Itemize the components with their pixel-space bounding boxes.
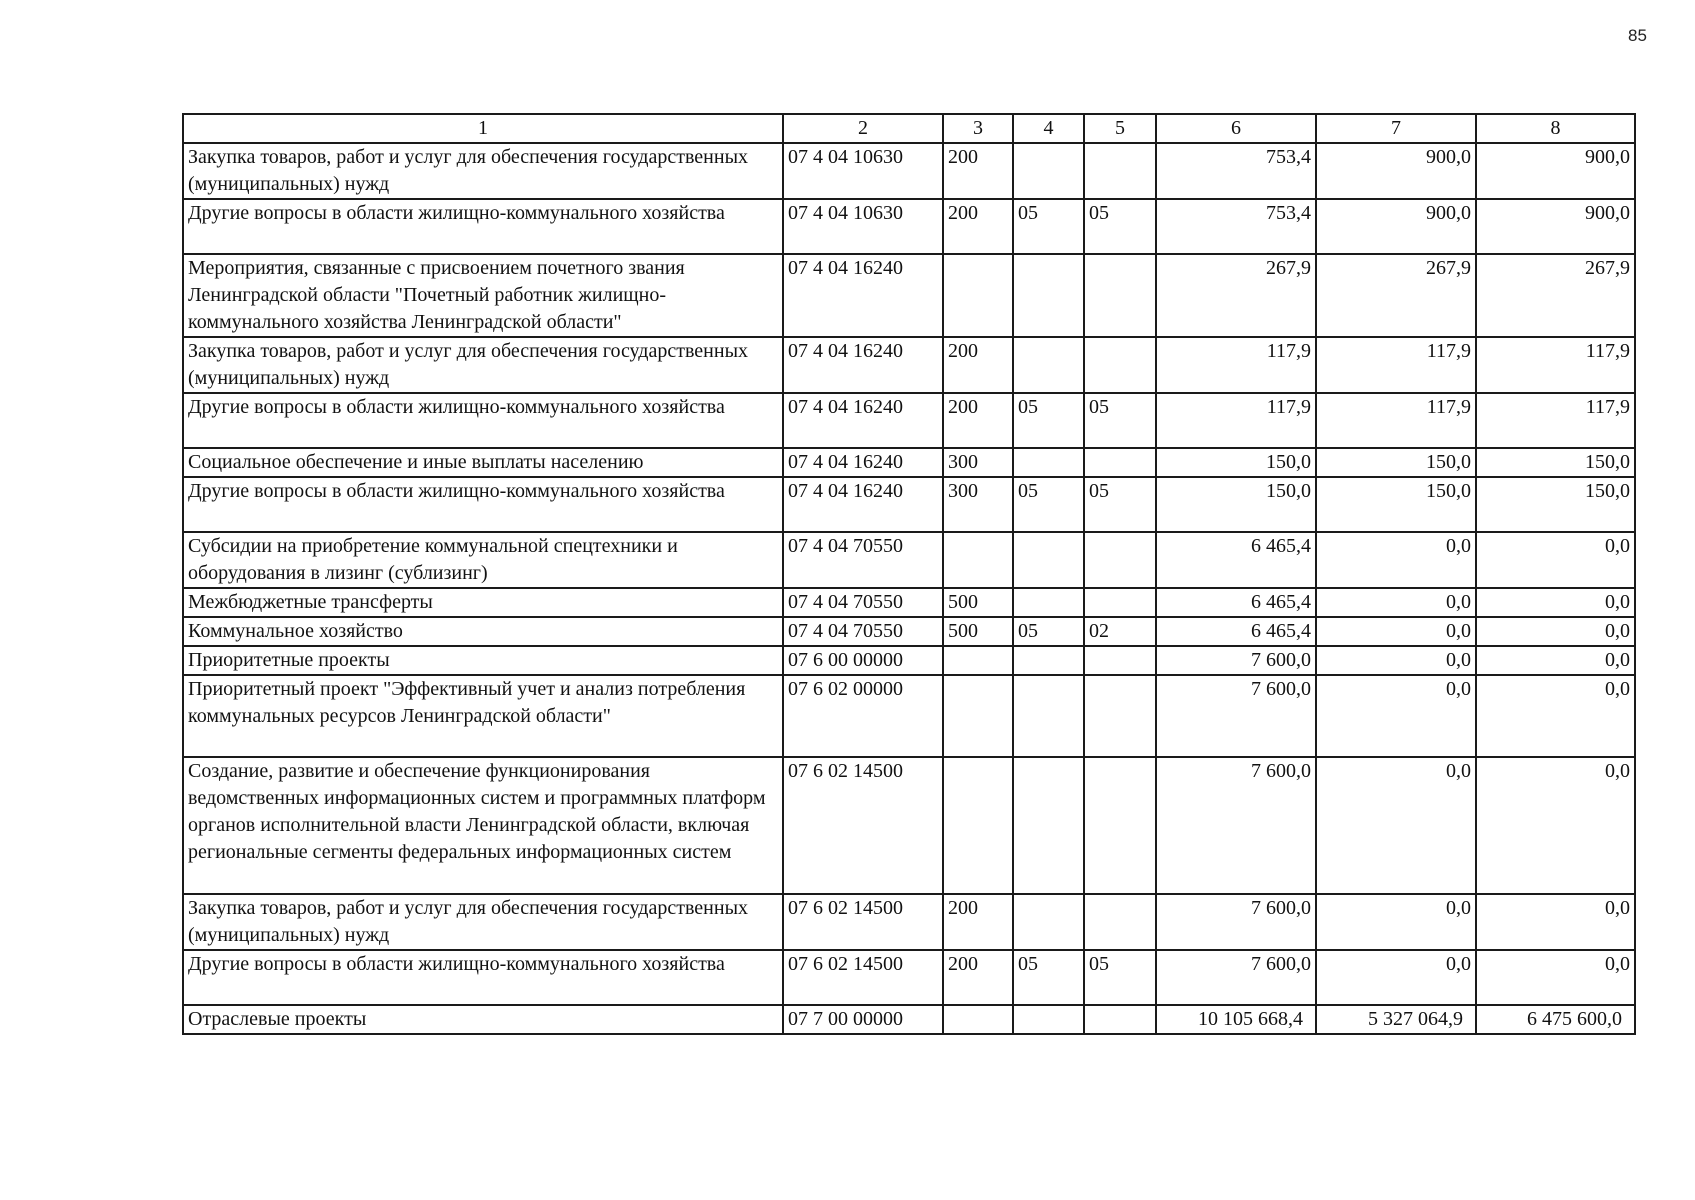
row-subsection-cell: 05: [1084, 393, 1156, 448]
row-amount-year2-cell: 117,9: [1316, 393, 1476, 448]
row-amount-year1-cell: 6 465,4: [1156, 617, 1316, 646]
row-code-cell: 07 6 00 00000: [783, 646, 943, 675]
row-expense-type-cell: [943, 675, 1013, 757]
table-row: [183, 393, 1635, 448]
row-amount-year3-cell: 0,0: [1476, 950, 1635, 1005]
row-expense-type-cell: [943, 254, 1013, 337]
row-amount-year2-cell: 0,0: [1316, 950, 1476, 1005]
row-subsection-cell: 05: [1084, 199, 1156, 254]
row-subsection-cell: [1084, 254, 1156, 337]
row-code-cell: 07 6 02 00000: [783, 675, 943, 757]
row-amount-year2-cell: 0,0: [1316, 894, 1476, 950]
row-section-cell: [1013, 675, 1084, 757]
row-expense-type-cell: 200: [943, 894, 1013, 950]
row-name-cell: Другие вопросы в области жилищно-коммунального хозяйства: [183, 950, 783, 1005]
row-name-cell: Закупка товаров, работ и услуг для обеспечения государственных (муниципальных) нужд: [183, 894, 783, 950]
row-name-cell: Другие вопросы в области жилищно-коммунального хозяйства: [183, 477, 783, 532]
row-amount-year1-cell: 117,9: [1156, 393, 1316, 448]
row-expense-type-cell: 200: [943, 950, 1013, 1005]
row-subsection-cell: [1084, 675, 1156, 757]
row-amount-year3-cell: 0,0: [1476, 894, 1635, 950]
row-amount-year2-cell: 150,0: [1316, 448, 1476, 477]
row-amount-year2-cell: 0,0: [1316, 646, 1476, 675]
row-code-cell: 07 7 00 00000: [783, 1005, 943, 1034]
row-amount-year2-cell: 267,9: [1316, 254, 1476, 337]
row-amount-year3-cell: 0,0: [1476, 532, 1635, 588]
row-amount-year3-cell: 900,0: [1476, 143, 1635, 199]
row-expense-type-cell: [943, 1005, 1013, 1034]
row-name-cell: Мероприятия, связанные с присвоением почетного звания Ленинградской области "Почетный работник жилищно-коммунального хозяйства Ленинградской области": [183, 254, 783, 337]
row-amount-year3-cell: 900,0: [1476, 199, 1635, 254]
row-amount-year3-cell: 267,9: [1476, 254, 1635, 337]
row-amount-year2-cell: 0,0: [1316, 588, 1476, 617]
row-amount-year1-cell: 10 105 668,4: [1156, 1005, 1316, 1034]
row-amount-year3-cell: 150,0: [1476, 448, 1635, 477]
row-amount-year2-cell: 900,0: [1316, 143, 1476, 199]
row-code-cell: 07 6 02 14500: [783, 950, 943, 1005]
row-amount-year1-cell: 7 600,0: [1156, 675, 1316, 757]
row-amount-year3-cell: 6 475 600,0: [1476, 1005, 1635, 1034]
row-code-cell: 07 4 04 70550: [783, 532, 943, 588]
row-amount-year3-cell: 150,0: [1476, 477, 1635, 532]
header-col-6: 6: [1156, 114, 1316, 143]
table-row: [183, 477, 1635, 532]
header-col-8: 8: [1476, 114, 1635, 143]
table-body: [183, 143, 1635, 1034]
row-expense-type-cell: 200: [943, 143, 1013, 199]
row-section-cell: 05: [1013, 617, 1084, 646]
row-section-cell: 05: [1013, 477, 1084, 532]
page-number: 85: [1628, 26, 1647, 45]
row-subsection-cell: [1084, 143, 1156, 199]
row-amount-year1-cell: 7 600,0: [1156, 894, 1316, 950]
row-section-cell: [1013, 254, 1084, 337]
table-row: [183, 254, 1635, 337]
row-amount-year1-cell: 753,4: [1156, 143, 1316, 199]
row-code-cell: 07 4 04 70550: [783, 617, 943, 646]
row-expense-type-cell: 300: [943, 477, 1013, 532]
header-col-2: 2: [783, 114, 943, 143]
row-amount-year1-cell: 753,4: [1156, 199, 1316, 254]
row-subsection-cell: [1084, 588, 1156, 617]
row-name-cell: Коммунальное хозяйство: [183, 617, 783, 646]
row-amount-year2-cell: 0,0: [1316, 757, 1476, 894]
row-amount-year1-cell: 6 465,4: [1156, 588, 1316, 617]
table-row: [183, 894, 1635, 950]
table-row: [183, 143, 1635, 199]
row-subsection-cell: [1084, 532, 1156, 588]
row-expense-type-cell: 500: [943, 588, 1013, 617]
table-row: [183, 646, 1635, 675]
row-code-cell: 07 6 02 14500: [783, 894, 943, 950]
row-expense-type-cell: [943, 757, 1013, 894]
row-amount-year2-cell: 117,9: [1316, 337, 1476, 393]
row-amount-year1-cell: 6 465,4: [1156, 532, 1316, 588]
row-expense-type-cell: 200: [943, 337, 1013, 393]
row-amount-year2-cell: 0,0: [1316, 675, 1476, 757]
header-row: [183, 114, 1635, 143]
row-section-cell: 05: [1013, 950, 1084, 1005]
row-code-cell: 07 4 04 16240: [783, 254, 943, 337]
row-code-cell: 07 4 04 10630: [783, 143, 943, 199]
table-row: [183, 448, 1635, 477]
row-subsection-cell: [1084, 894, 1156, 950]
row-amount-year1-cell: 7 600,0: [1156, 757, 1316, 894]
row-expense-type-cell: 500: [943, 617, 1013, 646]
row-amount-year1-cell: 117,9: [1156, 337, 1316, 393]
row-expense-type-cell: [943, 532, 1013, 588]
row-code-cell: 07 6 02 14500: [783, 757, 943, 894]
row-amount-year1-cell: 267,9: [1156, 254, 1316, 337]
budget-table: [182, 113, 1636, 1035]
header-col-4: 4: [1013, 114, 1084, 143]
row-section-cell: 05: [1013, 393, 1084, 448]
row-name-cell: Закупка товаров, работ и услуг для обеспечения государственных (муниципальных) нужд: [183, 143, 783, 199]
row-amount-year1-cell: 7 600,0: [1156, 646, 1316, 675]
row-section-cell: 05: [1013, 199, 1084, 254]
row-amount-year2-cell: 150,0: [1316, 477, 1476, 532]
header-col-1: 1: [183, 114, 783, 143]
row-amount-year2-cell: 0,0: [1316, 532, 1476, 588]
table-row: [183, 757, 1635, 894]
row-code-cell: 07 4 04 10630: [783, 199, 943, 254]
row-subsection-cell: 02: [1084, 617, 1156, 646]
row-subsection-cell: [1084, 646, 1156, 675]
row-name-cell: Субсидии на приобретение коммунальной спецтехники и оборудования в лизинг (сублизинг): [183, 532, 783, 588]
table-row: [183, 950, 1635, 1005]
row-section-cell: [1013, 757, 1084, 894]
row-amount-year3-cell: 0,0: [1476, 646, 1635, 675]
row-section-cell: [1013, 646, 1084, 675]
row-subsection-cell: [1084, 337, 1156, 393]
row-subsection-cell: 05: [1084, 950, 1156, 1005]
row-section-cell: [1013, 448, 1084, 477]
row-amount-year3-cell: 0,0: [1476, 757, 1635, 894]
row-subsection-cell: 05: [1084, 477, 1156, 532]
row-amount-year1-cell: 150,0: [1156, 477, 1316, 532]
row-name-cell: Закупка товаров, работ и услуг для обеспечения государственных (муниципальных) нужд: [183, 337, 783, 393]
row-code-cell: 07 4 04 16240: [783, 393, 943, 448]
header-col-5: 5: [1084, 114, 1156, 143]
table-row: [183, 337, 1635, 393]
row-section-cell: [1013, 588, 1084, 617]
row-amount-year2-cell: 5 327 064,9: [1316, 1005, 1476, 1034]
row-code-cell: 07 4 04 16240: [783, 477, 943, 532]
row-amount-year3-cell: 117,9: [1476, 337, 1635, 393]
row-code-cell: 07 4 04 16240: [783, 448, 943, 477]
row-section-cell: [1013, 894, 1084, 950]
row-expense-type-cell: 200: [943, 393, 1013, 448]
row-amount-year3-cell: 117,9: [1476, 393, 1635, 448]
row-expense-type-cell: 200: [943, 199, 1013, 254]
row-amount-year1-cell: 7 600,0: [1156, 950, 1316, 1005]
row-name-cell: Отраслевые проекты: [183, 1005, 783, 1034]
row-section-cell: [1013, 1005, 1084, 1034]
row-amount-year3-cell: 0,0: [1476, 588, 1635, 617]
row-subsection-cell: [1084, 448, 1156, 477]
row-amount-year2-cell: 900,0: [1316, 199, 1476, 254]
table-row: [183, 199, 1635, 254]
row-amount-year2-cell: 0,0: [1316, 617, 1476, 646]
header-col-3: 3: [943, 114, 1013, 143]
row-section-cell: [1013, 337, 1084, 393]
row-section-cell: [1013, 532, 1084, 588]
row-name-cell: Другие вопросы в области жилищно-коммунального хозяйства: [183, 393, 783, 448]
row-amount-year1-cell: 150,0: [1156, 448, 1316, 477]
row-name-cell: Социальное обеспечение и иные выплаты населению: [183, 448, 783, 477]
row-name-cell: Другие вопросы в области жилищно-коммунального хозяйства: [183, 199, 783, 254]
row-name-cell: Приоритетные проекты: [183, 646, 783, 675]
table-row: [183, 617, 1635, 646]
row-name-cell: Создание, развитие и обеспечение функционирования ведомственных информационных систем и программных платформ органов исполнительной власти Ленинградской области, включая региональные сегменты федеральных информационных систем: [183, 757, 783, 894]
row-expense-type-cell: [943, 646, 1013, 675]
row-code-cell: 07 4 04 16240: [783, 337, 943, 393]
row-subsection-cell: [1084, 1005, 1156, 1034]
row-subsection-cell: [1084, 757, 1156, 894]
row-name-cell: Межбюджетные трансферты: [183, 588, 783, 617]
row-amount-year3-cell: 0,0: [1476, 617, 1635, 646]
table-row: [183, 1005, 1635, 1034]
row-name-cell: Приоритетный проект "Эффективный учет и анализ потребления коммунальных ресурсов Ленинградской области": [183, 675, 783, 757]
table-row: [183, 588, 1635, 617]
row-section-cell: [1013, 143, 1084, 199]
table-row: [183, 532, 1635, 588]
row-amount-year3-cell: 0,0: [1476, 675, 1635, 757]
header-col-7: 7: [1316, 114, 1476, 143]
row-code-cell: 07 4 04 70550: [783, 588, 943, 617]
table-row: [183, 675, 1635, 757]
row-expense-type-cell: 300: [943, 448, 1013, 477]
